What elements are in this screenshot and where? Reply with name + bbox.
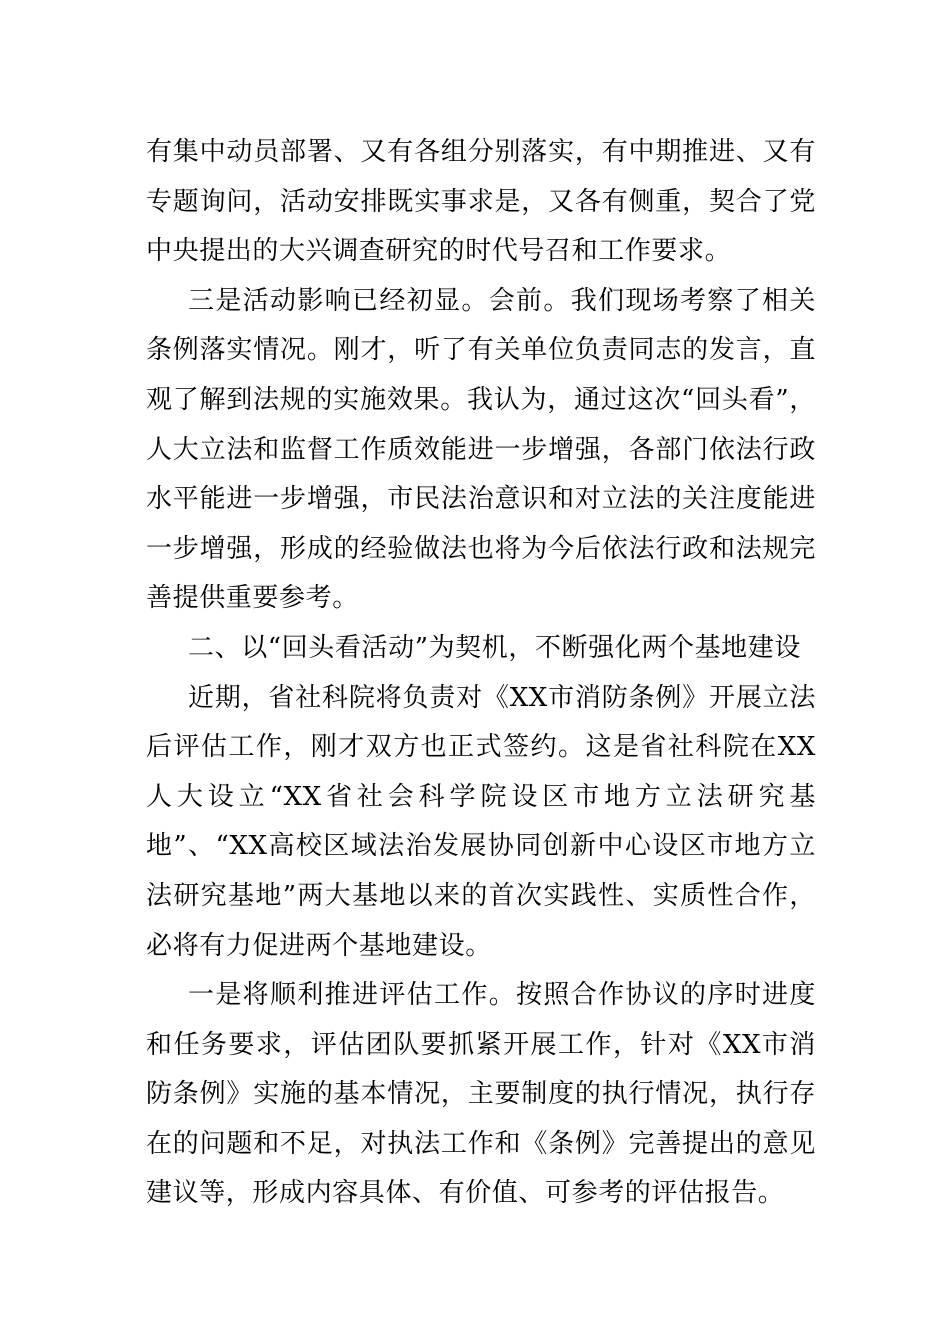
section-heading: 二、以“回头看活动”为契机，不断强化两个基地建设 xyxy=(188,632,801,663)
paragraph-4: 一是将顺利推进评估工作。按照合作协议的序时进度和任务要求，评估团队要抓紧开展工作，针对《XX市消防条例》实施的基本情况，主要制度的执行情况，执行存在的问题和不足，对执法工作和《条例》完善提出的意见建议等，形成内容具体、有价值、可参考的评估报告。 xyxy=(146,980,816,1209)
document-body xyxy=(146,128,816,1219)
paragraph-1: 有集中动员部署、又有各组分别落实，有中期推进、又有专题询问，活动安排既实事求是，又各有侧重，契合了党中央提出的大兴调查研究的时代号召和工作要求。 xyxy=(146,137,816,267)
paragraph-2: 三是活动影响已经初显。会前。我们现场考察了相关条例落实情况。刚才，听了有关单位负责同志的发言，直观了解到法规的实施效果。我认为，通过这次“回头看”，人大立法和监督工作质效能进一步增强，各部门依法行政水平能进一步增强，市民法治意识和对立法的关注度能进一步增强，形成的经验做法也将为今后依法行政和法规完善提供重要参考。 xyxy=(146,285,816,614)
paragraph-3: 近期，省社科院将负责对《XX市消防条例》开展立法后评估工作，刚才双方也正式签约。这是省社科院在XX人大设立“XX省社会科学院设区市地方立法研究基地”、“XX高校区域法治发展协同创新中心设区市地方立法研究基地”两大基地以来的首次实践性、实质性合作，必将有力促进两个基地建设。 xyxy=(146,682,816,961)
